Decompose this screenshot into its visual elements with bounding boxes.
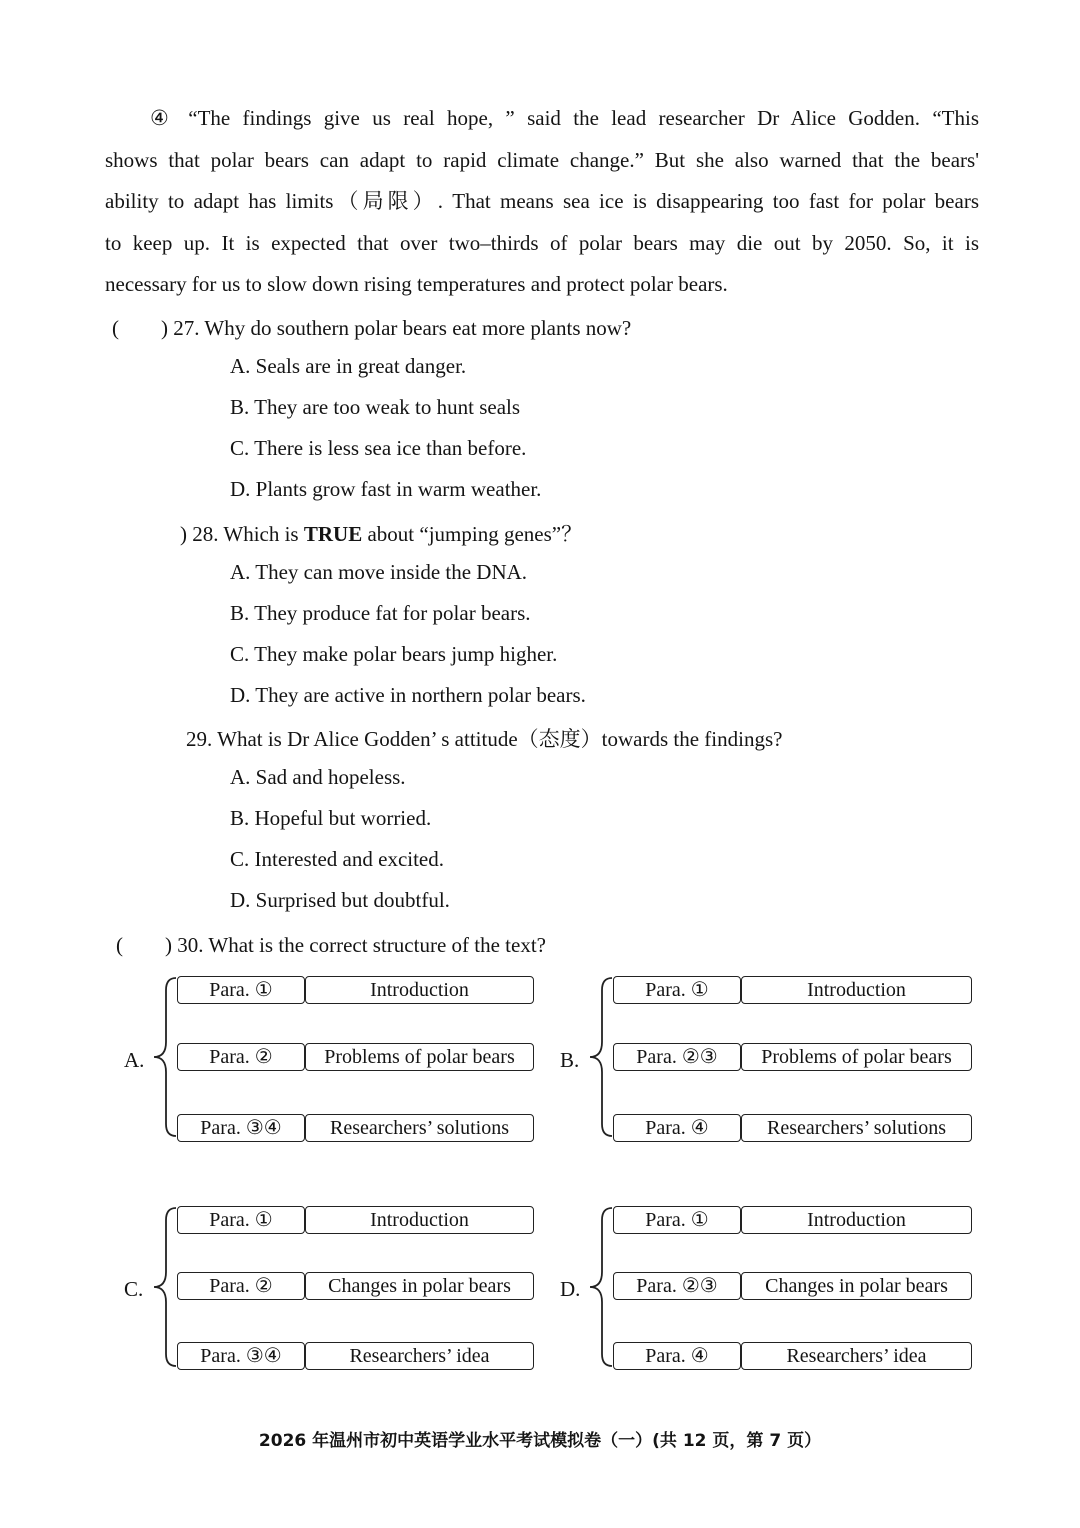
para-box: Para. ③④ (177, 1114, 305, 1142)
option-27-d[interactable]: D. Plants grow fast in warm weather. (230, 477, 542, 501)
structure-option-d[interactable] (556, 1202, 996, 1382)
option-29-d[interactable]: D. Surprised but doubtful. (230, 888, 450, 912)
passage-line: shows that polar bears can adapt to rapid climate change.” But she also warned that the bears' (105, 147, 979, 172)
question-stem: 29. What is Dr Alice Godden’ s attitude（态度）towards the findings? (186, 727, 783, 751)
option-label: D. (560, 1277, 581, 1301)
answer-blank[interactable]: ( ) (112, 316, 174, 340)
content-box: Introduction (305, 976, 534, 1004)
structure-option-b[interactable] (556, 972, 996, 1152)
content-box: Researchers’ idea (741, 1342, 972, 1370)
content-box: Changes in polar bears (741, 1272, 972, 1300)
passage-line: ability to adapt has limits（局限）. That means sea ice is disappearing too fast for polar bears (105, 189, 979, 213)
content-box: Introduction (741, 976, 972, 1004)
question-stem-end: about “jumping genes”？ (362, 522, 583, 546)
question-29 (186, 723, 782, 753)
option-label: C. (124, 1277, 144, 1301)
brace-icon (586, 976, 616, 1138)
option-28-d[interactable]: D. They are active in northern polar bears. (230, 683, 586, 707)
option-label: B. (560, 1048, 580, 1072)
question-stem-emphasis: TRUE (303, 522, 363, 546)
para-box: Para. ① (177, 976, 305, 1004)
content-box: Introduction (741, 1206, 972, 1234)
para-box: Para. ④ (613, 1342, 741, 1370)
question-stem: 27. Why do southern polar bears eat more plants now? (173, 316, 632, 340)
structure-option-a[interactable] (120, 972, 560, 1152)
brace-icon (586, 1206, 616, 1368)
para-box: Para. ② (177, 1272, 305, 1300)
passage-paragraph-4 (105, 98, 979, 306)
para-box: Para. ②③ (613, 1272, 741, 1300)
content-box: Changes in polar bears (305, 1272, 534, 1300)
option-28-c[interactable]: C. They make polar bears jump higher. (230, 642, 558, 666)
question-27 (112, 312, 631, 342)
question-stem: 30. What is the correct structure of the text? (177, 933, 546, 957)
content-box: Problems of polar bears (305, 1043, 534, 1071)
question-30 (116, 929, 546, 959)
content-box: Researchers’ solutions (741, 1114, 972, 1142)
passage-line: necessary for us to slow down rising temperatures and protect polar bears. (105, 272, 728, 296)
para-box: Para. ② (177, 1043, 305, 1071)
option-29-a[interactable]: A. Sad and hopeless. (230, 765, 406, 789)
content-box: Researchers’ solutions (305, 1114, 534, 1142)
content-box: Researchers’ idea (305, 1342, 534, 1370)
option-27-a[interactable]: A. Seals are in great danger. (230, 354, 467, 378)
para-box: Para. ① (613, 1206, 741, 1234)
option-27-b[interactable]: B. They are too weak to hunt seals (230, 395, 521, 419)
option-label: A. (124, 1048, 145, 1072)
option-28-b[interactable]: B. They produce fat for polar bears. (230, 601, 531, 625)
para-box: Para. ① (613, 976, 741, 1004)
option-28-a[interactable]: A. They can move inside the DNA. (230, 560, 528, 584)
para-box: Para. ① (177, 1206, 305, 1234)
passage-line: to keep up. It is expected that over two–thirds of polar bears may die out by 2050. So, it is (105, 230, 979, 255)
answer-blank[interactable]: ) (180, 522, 193, 546)
content-box: Problems of polar bears (741, 1043, 972, 1071)
answer-blank[interactable]: ( ) (116, 933, 178, 957)
content-box: Introduction (305, 1206, 534, 1234)
option-29-b[interactable]: B. Hopeful but worried. (230, 806, 432, 830)
question-stem: 28. Which is (192, 522, 304, 546)
para-box: Para. ④ (613, 1114, 741, 1142)
para-box: Para. ②③ (613, 1043, 741, 1071)
brace-icon (150, 1206, 180, 1368)
brace-icon (150, 976, 180, 1138)
para-box: Para. ③④ (177, 1342, 305, 1370)
structure-option-c[interactable] (120, 1202, 560, 1382)
option-27-c[interactable]: C. There is less sea ice than before. (230, 436, 527, 460)
page-footer: 2026 年温州市初中英语学业水平考试模拟卷（一）(共 12 页，第 7 页） (258, 1431, 822, 1451)
question-28 (180, 518, 582, 548)
option-29-c[interactable]: C. Interested and excited. (230, 847, 444, 871)
passage-line: ④ “The findings give us real hope, ” said the lead researcher Dr Alice Godden. “This (150, 106, 979, 130)
